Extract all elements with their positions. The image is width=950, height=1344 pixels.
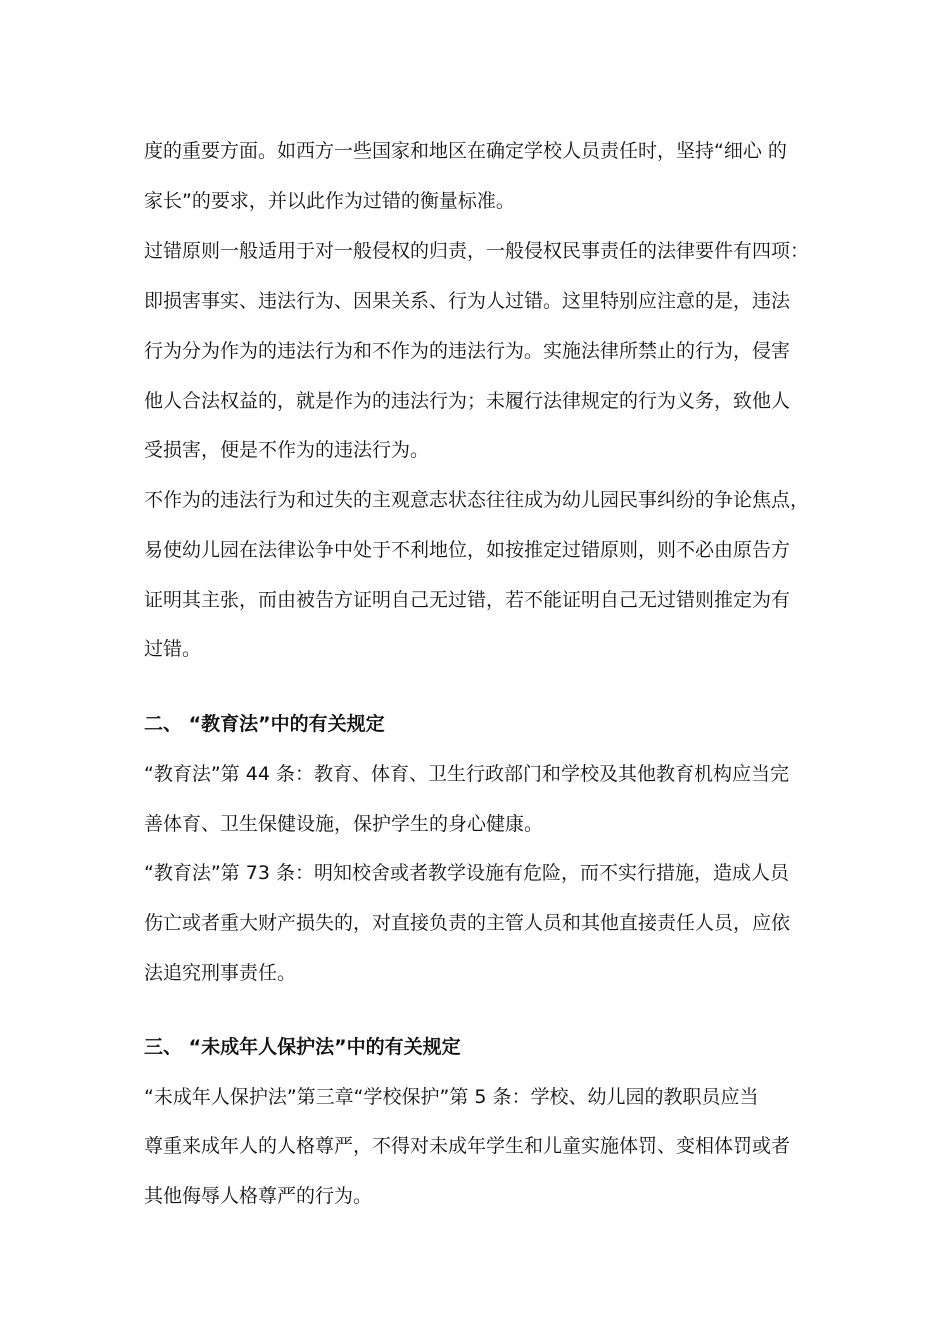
section-heading-minor-protection-law: 三、 “未成年人保护法”中的有关规定 xyxy=(144,1036,461,1058)
paragraph-line: “教育法”第 44 条：教育、体育、卫生行政部门和学校及其他教育机构应当完 xyxy=(144,763,789,785)
paragraph-line: 其他侮辱人格尊严的行为。 xyxy=(144,1185,373,1207)
paragraph-line: 即损害事实、违法行为、因果关系、行为人过错。这里特别应注意的是，违法 xyxy=(144,290,791,312)
paragraph-line: 易使幼儿园在法律讼争中处于不利地位，如按推定过错原则，则不必由原告方 xyxy=(144,539,791,561)
paragraph-line: 他人合法权益的，就是作为的违法行为；未履行法律规定的行为义务，致他人 xyxy=(144,390,791,412)
paragraph-line: 证明其主张，而由被告方证明自己无过错，若不能证明自己无过错则推定为有 xyxy=(144,589,791,611)
paragraph-line: 伤亡或者重大财产损失的，对直接负责的主管人员和其他直接责任人员，应依 xyxy=(144,912,791,934)
paragraph-line: 行为分为作为的违法行为和不作为的违法行为。实施法律所禁止的行为，侵害 xyxy=(144,340,791,362)
paragraph-line: “未成年人保护法”第三章“学校保护”第 5 条：学校、幼儿园的教职员应当 xyxy=(144,1086,759,1108)
paragraph-line: 受损害，便是不作为的违法行为。 xyxy=(144,439,430,461)
paragraph-line: 家长”的要求，并以此作为过错的衡量标准。 xyxy=(144,190,515,212)
paragraph-line: “教育法”第 73 条：明知校舍或者教学设施有危险，而不实行措施，造成人员 xyxy=(144,862,789,884)
paragraph-line: 度的重要方面。如西方一些国家和地区在确定学校人员责任时，坚持“细心 的 xyxy=(144,140,787,162)
paragraph-line: 过错原则一般适用于对一般侵权的归责，一般侵权民事责任的法律要件有四项： xyxy=(144,240,810,262)
paragraph-line: 过错。 xyxy=(144,638,202,660)
paragraph-line: 法追究刑事责任。 xyxy=(144,962,297,984)
section-heading-education-law: 二、 “教育法”中的有关规定 xyxy=(144,713,385,735)
paragraph-line: 尊重来成年人的人格尊严，不得对未成年学生和儿童实施体罚、变相体罚或者 xyxy=(144,1135,791,1157)
paragraph-line: 善体育、卫生保健设施，保护学生的身心健康。 xyxy=(144,813,544,835)
paragraph-line: 不作为的违法行为和过失的主观意志状态往往成为幼儿园民事纠纷的争论焦点， xyxy=(144,489,810,511)
